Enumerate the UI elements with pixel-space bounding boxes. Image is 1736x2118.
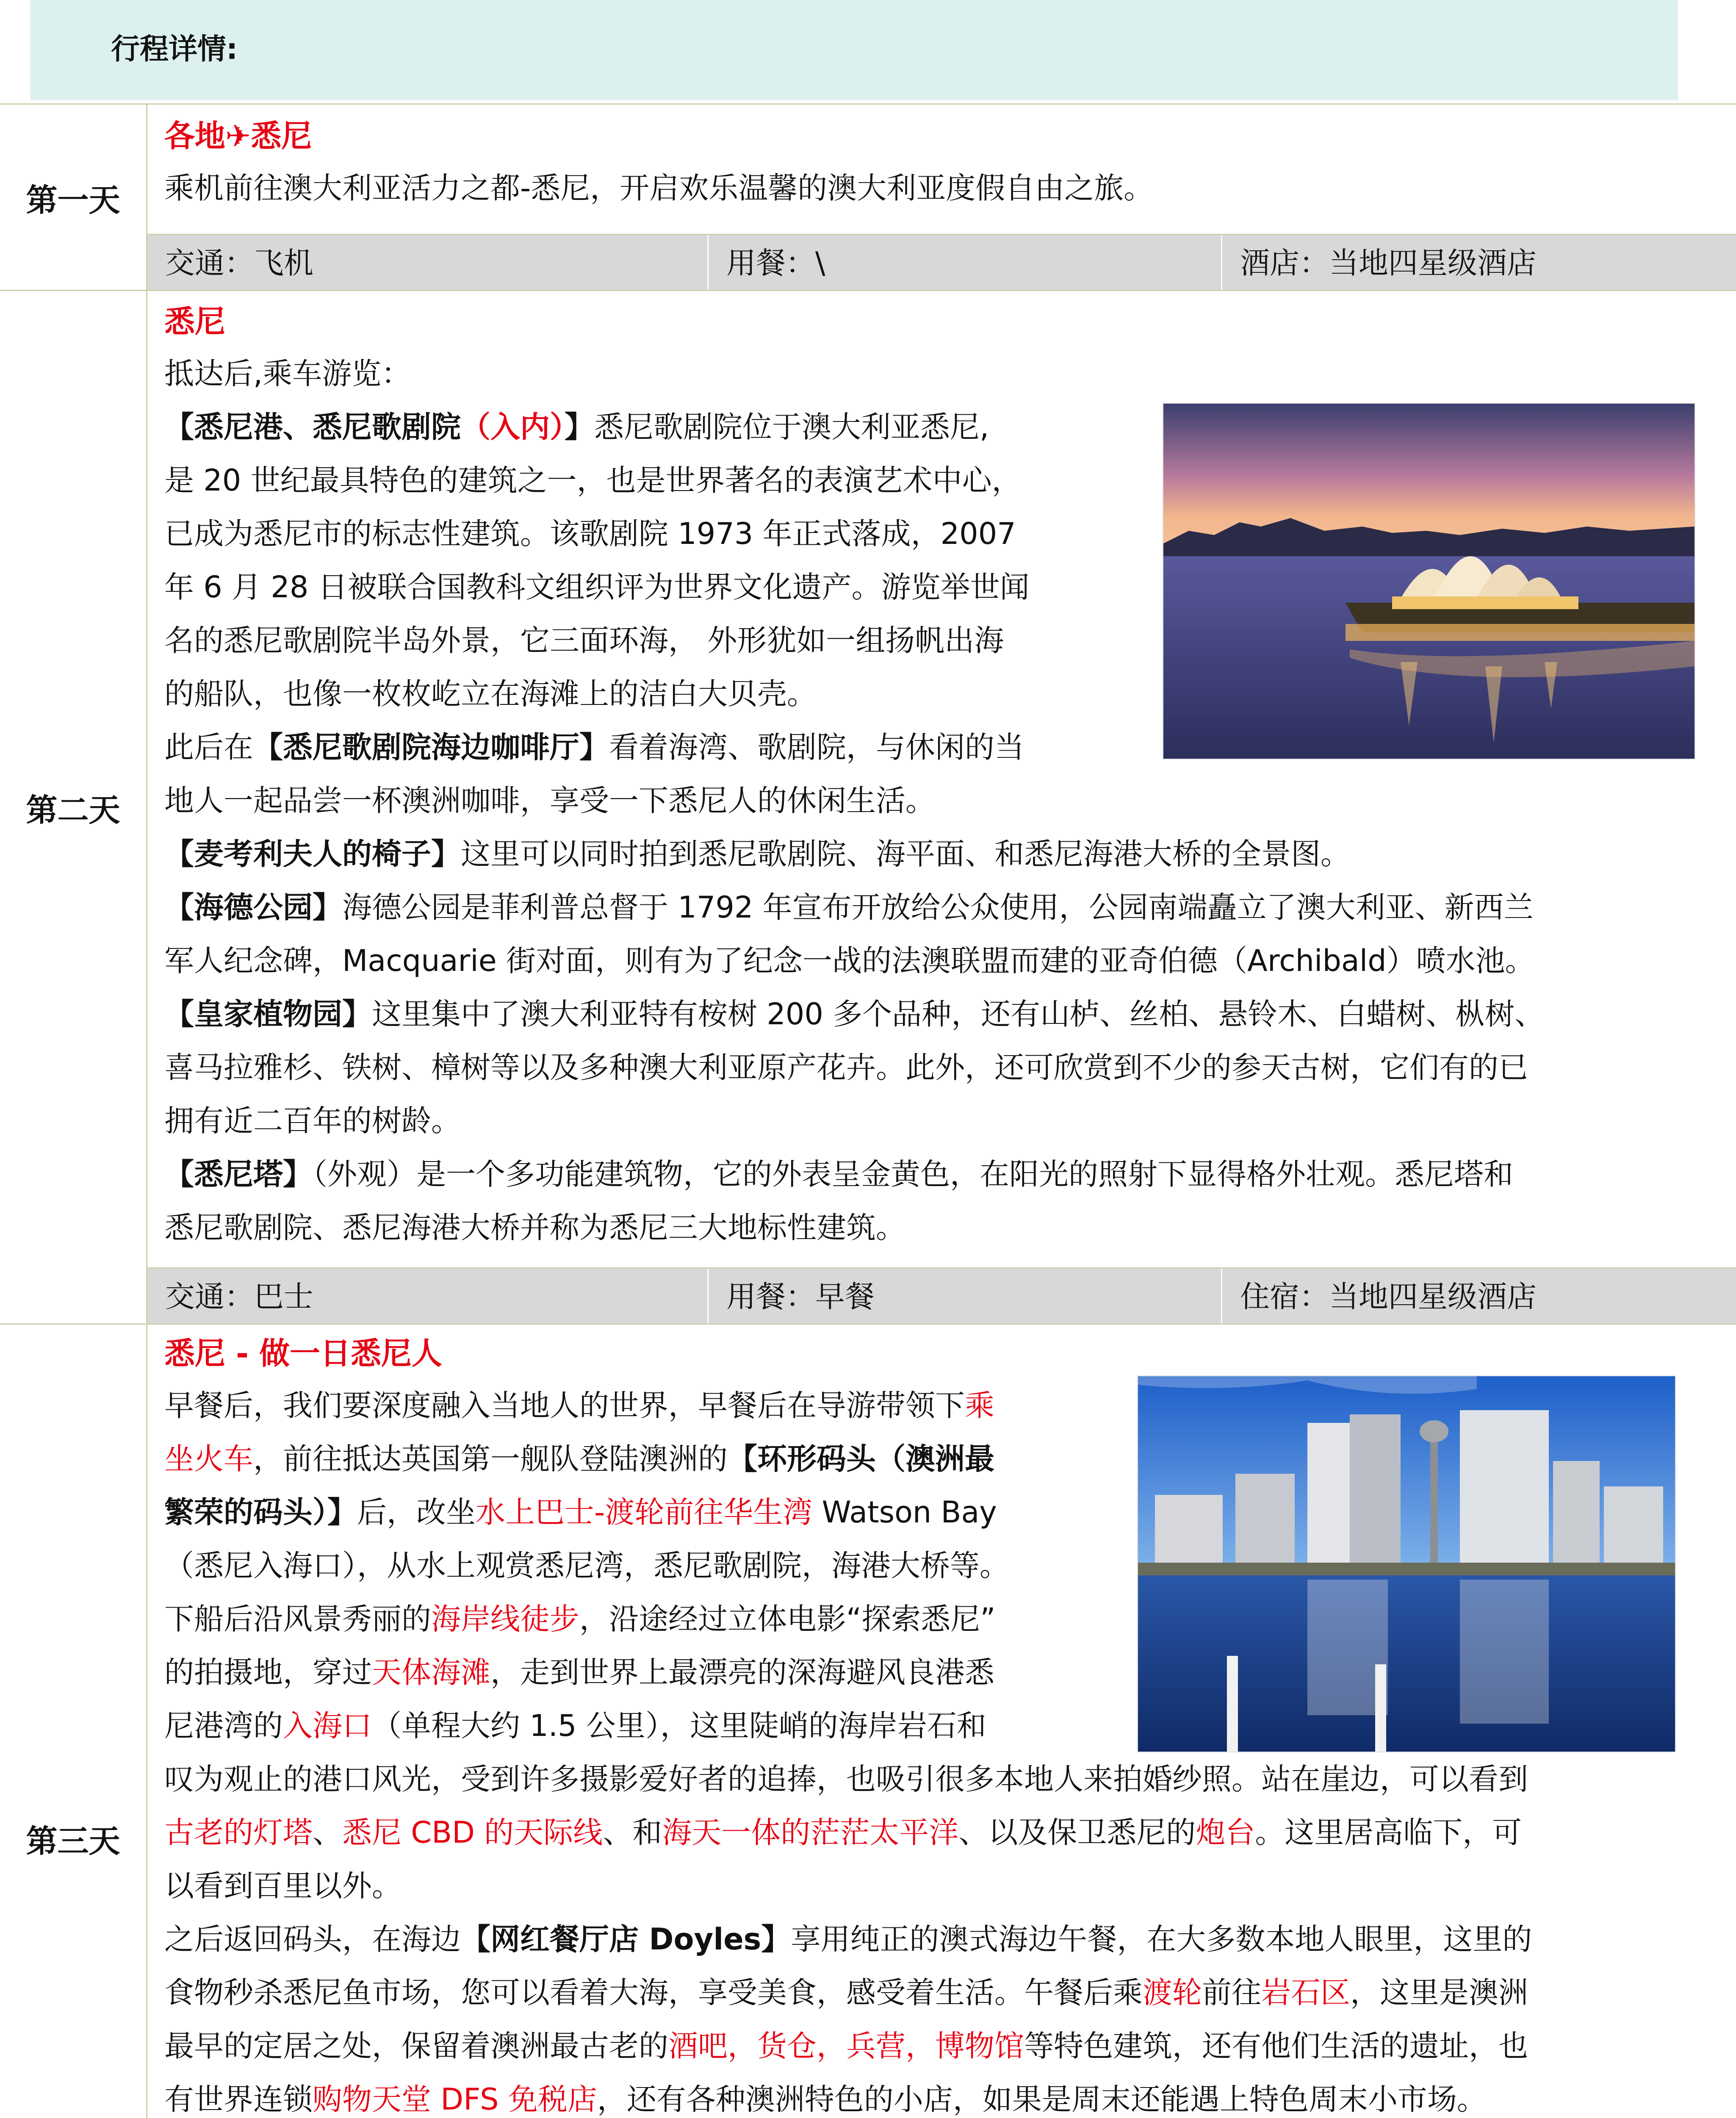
day2-meals: 用餐：早餐 (726, 1279, 875, 1314)
day3-b2-end: ，这里是澳洲 (1350, 1975, 1528, 2010)
day1-title: 各地✈悉尼 (164, 118, 312, 154)
day3-label: 第三天 (0, 1325, 147, 2118)
day2-p3-bold: 【麦考利夫人的椅子】 (164, 837, 461, 871)
day2-p1-close: 】 (565, 410, 594, 444)
day3-a6-end: ，走到世界上最漂亮的深海避风良港悉 (490, 1655, 994, 1690)
day3-section (0, 1323, 1736, 2118)
day3-a9-s1: 、 (313, 1815, 342, 1850)
day1-hotel: 酒店：当地四星级酒店 (1240, 246, 1537, 280)
day2-p1-l1: 悉尼歌剧院位于澳大利亚悉尼, (594, 410, 989, 444)
day2-info-row (147, 1267, 1736, 1325)
day3-b3-end: 等特色建筑，还有他们生活的遗址，也 (1024, 2029, 1528, 2063)
day2-p1-l3: 已成为悉尼市的标志性建筑。该歌剧院 1973 年正式落成，2007 (164, 516, 1016, 551)
day2-p5-bold: 【皇家植物园】 (164, 997, 372, 1031)
day3-a9-s3: 、以及保卫悉尼的 (958, 1815, 1196, 1850)
day2-p2-bold: 【悉尼歌剧院海边咖啡厅】 (253, 730, 609, 765)
day3-a1-red: 乘 (965, 1388, 994, 1423)
day3-a10: 以看到百里以外。 (164, 1868, 401, 1903)
day3-a3-red: 水上巴士-渡轮前往华生湾 (476, 1495, 813, 1530)
day2-p6-l1: （外观）是一个多功能建筑物，它的外表呈金黄色，在阳光的照射下显得格外壮观。悉尼塔和 (313, 1157, 1513, 1192)
day3-b2-red1: 渡轮 (1143, 1975, 1202, 2010)
day2-p4-l1: 海德公园是菲利普总督于 1792 年宣布开放给公众使用，公园南端矗立了澳大利亚、新西兰 (342, 890, 1534, 925)
day3-a2: ，前往抵达英国第一舰队登陆澳洲的 (253, 1442, 728, 1476)
day2-p5-l2: 喜马拉雅杉、铁树、樟树等以及多种澳大利亚原产花卉。此外，还可欣赏到不少的参天古树，它们有的已 (164, 1050, 1528, 1085)
day2-p1-l6: 的船队，也像一枚枚屹立在海滩上的洁白大贝壳。 (164, 676, 817, 711)
day3-a9-red4: 炮台 (1196, 1815, 1255, 1850)
day1-info-row (147, 234, 1736, 291)
day2-title: 悉尼 (164, 304, 226, 339)
day3-b4-red: 购物天堂 DFS 免税店 (313, 2082, 597, 2117)
day3-a5-red: 海岸线徒步 (431, 1602, 579, 1636)
day2-p2-l2: 地人一起品尝一杯澳洲咖啡，享受一下悉尼人的休闲生活。 (164, 783, 935, 818)
day3-content (164, 1328, 1719, 2118)
day3-b1-bold: 【网红餐厅店 Doyles】 (461, 1922, 791, 1957)
header-bar (30, 0, 1678, 100)
day3-a9-red2: 悉尼 CBD 的天际线 (342, 1815, 603, 1850)
day2-p5-l1: 这里集中了澳大利亚特有桉树 200 多个品种，还有山栌、丝柏、悬铃木、白蜡树、枞树、 (372, 997, 1545, 1031)
day3-b2: 食物秒杀悉尼鱼市场，您可以看着大海，享受美食，感受着生活。午餐后乘 (164, 1975, 1143, 2010)
day2-p1-head: 【悉尼港、悉尼歌剧院 (164, 410, 461, 444)
day3-a5-end: ，沿途经过立体电影“探索悉尼” (579, 1602, 996, 1636)
day2-transport: 交通：巴士 (165, 1279, 313, 1314)
day3-a2-red: 坐火车 (164, 1442, 253, 1476)
day2-p4-bold: 【海德公园】 (164, 890, 342, 925)
day2-p3-text: 这里可以同时拍到悉尼歌剧院、海平面、和悉尼海港大桥的全景图。 (461, 837, 1350, 871)
day3-b2-mid: 前往 (1202, 1975, 1261, 2010)
day1-transport: 交通：飞机 (165, 246, 313, 280)
day2-p1-red: （入内） (461, 410, 565, 444)
day3-a3-end: Watson Bay (812, 1495, 997, 1530)
day3-a3-bold: 繁荣的码头）】 (164, 1495, 357, 1530)
day3-a5: 下船后沿风景秀丽的 (164, 1602, 431, 1636)
day3-a7: 尼港湾的 (164, 1708, 283, 1743)
day2-p5-l3: 拥有近二百年的树龄。 (164, 1103, 461, 1138)
day3-a8: 叹为观止的港口风光，受到许多摄影爱好者的追捧，也吸引很多本地人来拍婚纱照。站在崖边，可以看到 (164, 1762, 1528, 1796)
day3-b4: 有世界连锁 (164, 2082, 313, 2117)
day2-p4-l2: 军人纪念碑，Macquarie 街对面，则有为了纪念一战的法澳联盟而建的亚奇伯德（Archibald）喷水池。 (164, 943, 1535, 978)
day1-section (0, 103, 1736, 291)
day3-a7-red: 入海口 (283, 1708, 372, 1743)
day2-content (164, 296, 1719, 1254)
day3-b3-red: 酒吧，货仓，兵营，博物馆 (668, 2029, 1024, 2063)
day2-intro: 抵达后,乘车游览： (164, 356, 411, 391)
day3-b3: 最早的定居之处，保留着澳洲最古老的 (164, 2029, 668, 2063)
day2-p2-l1: 看着海湾、歌剧院，与休闲的当 (609, 730, 1024, 765)
day3-a9-red3: 海天一体的茫茫太平洋 (662, 1815, 959, 1850)
day3-b1-end: 享用纯正的澳式海边午餐，在大多数本地人眼里，这里的 (791, 1922, 1532, 1957)
day3-a6-red: 天体海滩 (372, 1655, 490, 1690)
day2-p6-bold: 【悉尼塔】 (164, 1157, 313, 1192)
day3-a9-end: 。这里居高临下，可 (1255, 1815, 1522, 1850)
day2-p6-l2: 悉尼歌剧院、悉尼海港大桥并称为悉尼三大地标性建筑。 (164, 1210, 905, 1245)
day3-a9-s2: 、和 (603, 1815, 662, 1850)
day2-p1-l4: 年 6 月 28 日被联合国教科文组织评为世界文化遗产。游览举世闻 (164, 570, 1030, 604)
day1-text: 乘机前往澳大利亚活力之都-悉尼，开启欢乐温馨的澳大利亚度假自由之旅。 (164, 171, 1154, 205)
day2-hotel: 住宿：当地四星级酒店 (1240, 1279, 1537, 1314)
day3-a6: 的拍摄地，穿过 (164, 1655, 372, 1690)
day2-p1-l5: 名的悉尼歌剧院半岛外景，它三面环海， 外形犹如一组扬帆出海 (164, 623, 1004, 658)
day3-title: 悉尼 - 做一日悉尼人 (164, 1336, 443, 1371)
day1-content (164, 111, 1719, 215)
day3-b4-end: ，还有各种澳洲特色的小店，如果是周末还能遇上特色周末小市场。 (597, 2082, 1487, 2117)
day3-a9-red1: 古老的灯塔 (164, 1815, 313, 1850)
day3-a2-bold: 【环形码头（澳洲最 (728, 1442, 994, 1476)
day3-b1: 之后返回码头，在海边 (164, 1922, 461, 1957)
day2-label: 第二天 (0, 291, 147, 1325)
day2-p2-pre: 此后在 (164, 730, 253, 765)
day3-a1: 早餐后，我们要深度融入当地人的世界，早餐后在导游带领下 (164, 1388, 965, 1423)
day3-a4: （悉尼入海口），从水上观赏悉尼湾，悉尼歌剧院，海港大桥等。 (164, 1548, 1009, 1583)
day2-section (0, 290, 1736, 1325)
day2-p1-l2: 是 20 世纪最具特色的建筑之一，也是世界著名的表演艺术中心， (164, 463, 1022, 498)
day1-label: 第一天 (0, 105, 147, 291)
day3-a7-end: （单程大约 1.5 公里），这里陡峭的海岸岩石和 (372, 1708, 986, 1743)
day1-meals: 用餐：\ (726, 246, 825, 280)
page-title: 行程详情: (111, 33, 238, 66)
day3-a3: 后，改坐 (357, 1495, 476, 1530)
day3-b2-red2: 岩石区 (1261, 1975, 1350, 2010)
